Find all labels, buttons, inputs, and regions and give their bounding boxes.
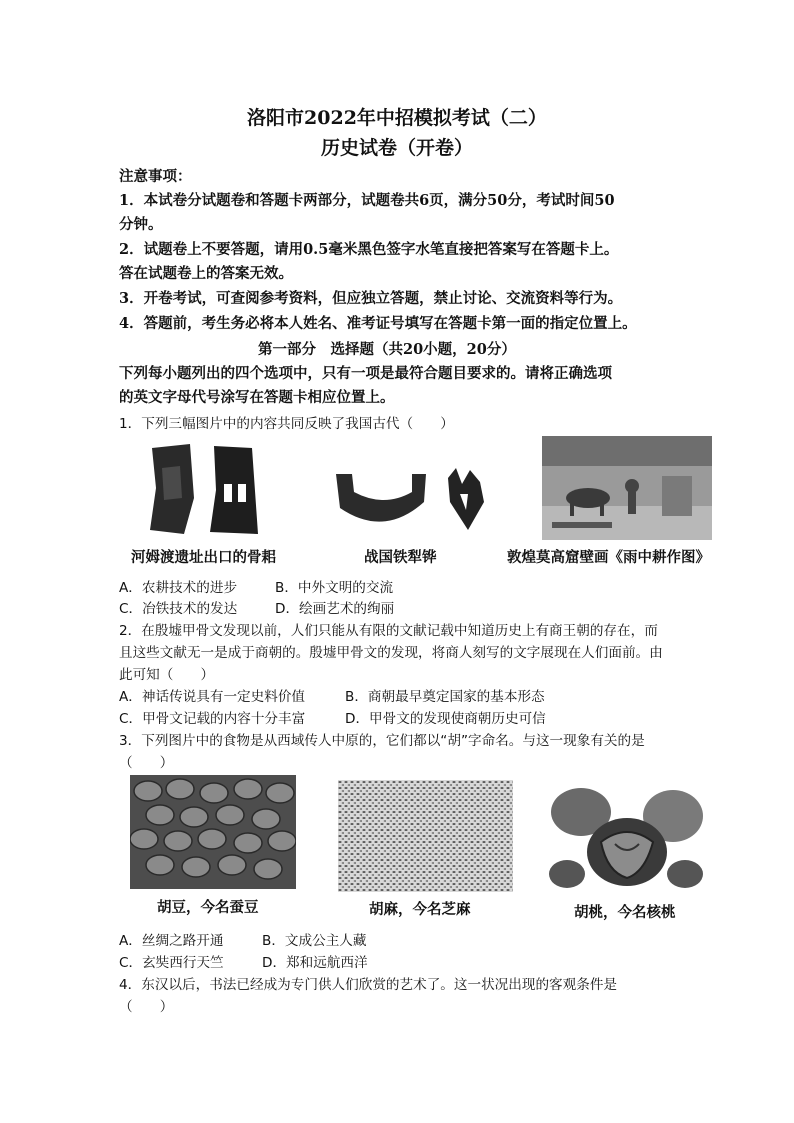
option-b: B．文成公主人藏	[262, 933, 367, 949]
exam-title: 洛阳市2022年中招模拟考试（二）	[247, 107, 547, 129]
notice-line: 1．本试卷分试题卷和答题卡两部分，试题卷共6页，满分50分，考试时间50	[119, 192, 615, 209]
part-instructions: 的英文字母代号涂写在答题卡相应位置上。	[119, 389, 395, 406]
question-1-stem: 1．下列三幅图片中的内容共同反映了我国古代（ ）	[119, 416, 454, 432]
option-a: A．农耕技术的进步	[119, 580, 238, 596]
sesame-image	[338, 780, 513, 892]
question-2-stem: 此可知（ ）	[119, 667, 215, 683]
notice-heading: 注意事项：	[119, 168, 192, 185]
broad-bean-image	[130, 775, 296, 889]
image-caption: 胡桃，今名核桃	[574, 905, 676, 921]
notice-line: 3．开卷考试，可查阅参考资料，但应独立答题，禁止讨论、交流资料等行为。	[119, 290, 623, 307]
image-caption: 战国铁犁铧	[364, 550, 437, 566]
notice-line: 答在试题卷上的答案无效。	[119, 265, 293, 282]
image-caption: 敦煌莫高窟壁画《雨中耕作图》	[507, 550, 710, 566]
option-c: C．玄奘西行天竺	[119, 955, 224, 971]
image-caption: 河姆渡遗址出口的骨耜	[131, 550, 276, 566]
option-b: B．中外文明的交流	[275, 580, 394, 596]
option-a: A．丝绸之路开通	[119, 933, 224, 949]
image-caption: 胡麻，今名芝麻	[369, 902, 471, 918]
option-d: D．郑和远航西洋	[262, 955, 368, 971]
notice-line: 4．答题前，考生务必将本人姓名、准考证号填写在答题卡第一面的指定位置上。	[119, 315, 637, 332]
question-4-stem: （ ）	[119, 999, 174, 1015]
option-b: B．商朝最早奠定国家的基本形态	[345, 689, 545, 705]
exam-subtitle: 历史试卷（开卷）	[320, 137, 473, 159]
mural-image	[542, 436, 712, 540]
question-4-stem: 4．东汉以后，书法已经成为专门供人们欣赏的艺术了。这一状况出现的客观条件是	[119, 977, 618, 993]
option-d: D．甲骨文的发现使商朝历史可信	[345, 711, 546, 727]
option-a: A．神话传说具有一定史料价值	[119, 689, 306, 705]
bone-spade-image	[140, 438, 280, 538]
option-c: C．冶铁技术的发达	[119, 601, 238, 617]
question-2-stem: 2．在殷墟甲骨文发现以前，人们只能从有限的文献记载中知道历史上有商王朝的存在，而	[119, 623, 658, 639]
walnut-image	[545, 782, 705, 892]
iron-plow-image	[330, 438, 500, 538]
option-d: D．绘画艺术的绚丽	[275, 601, 395, 617]
question-3-stem: （ ）	[119, 755, 174, 771]
question-3-stem: 3．下列图片中的食物是从西域传人中原的，它们都以“胡”字命名。与这一现象有关的是	[119, 733, 645, 749]
part-instructions: 下列每小题列出的四个选项中，只有一项是最符合题目要求的。请将正确选项	[119, 365, 612, 382]
part-heading: 第一部分 选择题（共20小题，20分）	[258, 341, 516, 358]
notice-line: 分钟。	[119, 216, 163, 233]
image-caption: 胡豆，今名蚕豆	[157, 900, 259, 916]
question-2-stem: 且这些文献无一是成于商朝的。殷墟甲骨文的发现，将商人刻写的文字展现在人们面前。由	[119, 645, 663, 661]
option-c: C．甲骨文记载的内容十分丰富	[119, 711, 306, 727]
notice-line: 2．试题卷上不要答题，请用0.5毫米黑色签字水笔直接把答案写在答题卡上。	[119, 241, 619, 258]
